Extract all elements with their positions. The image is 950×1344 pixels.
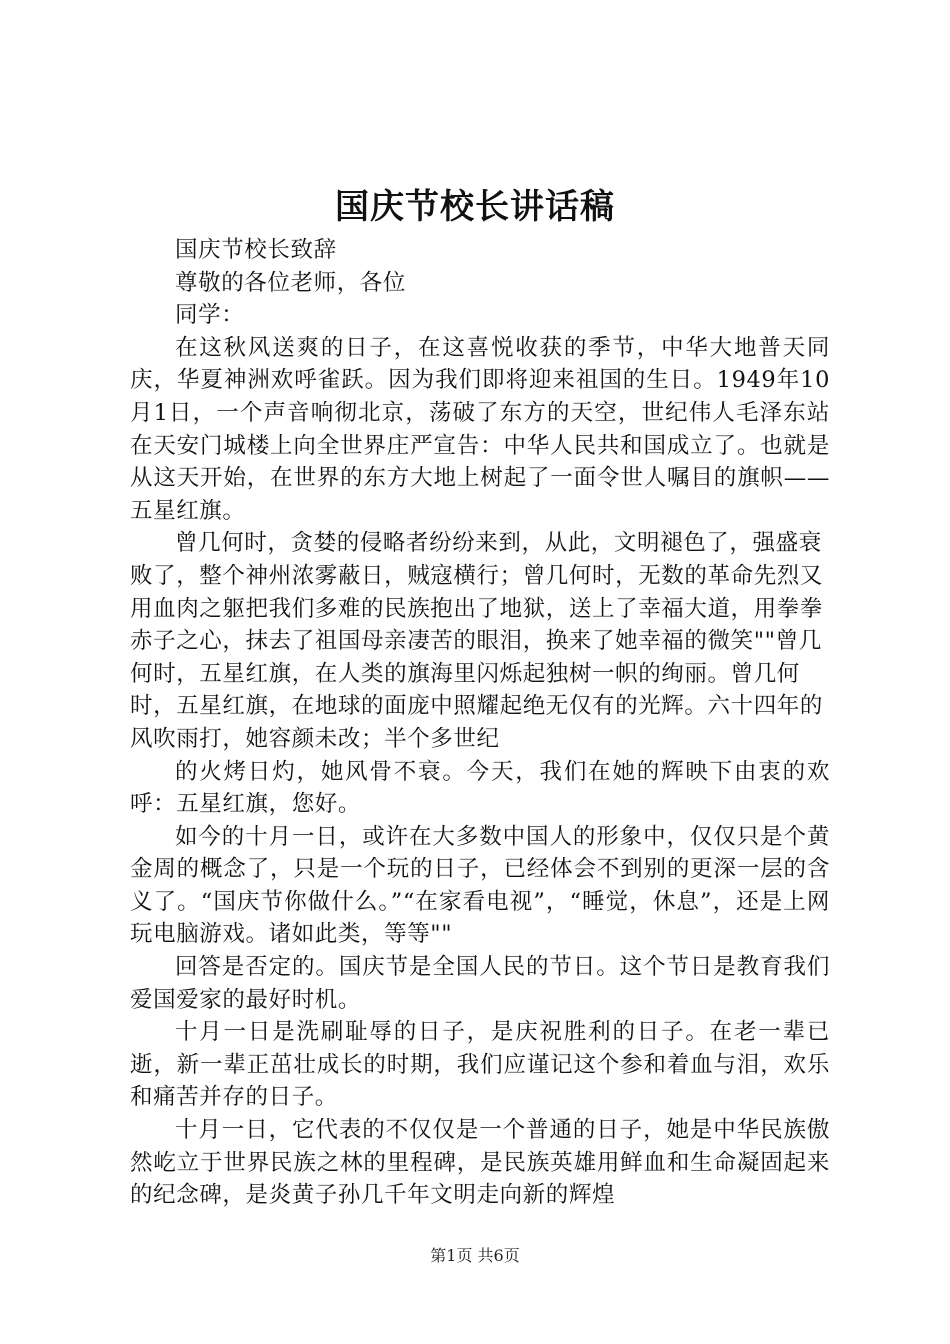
paragraph: 如今的十月一日，或许在大多数中国人的形象中，仅仅只是个黄金周的概念了，只是一个玩的日子，已经体会不到别的更深一层的含义了。“国庆节你做什么。”“在家看电视”，“睡觉，休息”，还是上网玩电脑游戏。诸如此类，等等""	[130, 823, 830, 948]
paragraph-greeting: 尊敬的各位老师，各位	[175, 269, 407, 296]
paragraph: 在这秋风送爽的日子，在这喜悦收获的季节，中华大地普天同庆，华夏神洲欢呼雀跃。因为我们即将迎来祖国的生日。1949年10月1日，一个声音响彻北京，荡破了东方的天空，世纪伟人毛泽东站在天安门城楼上向全世界庄严宣告：中华人民共和国成立了。也就是从这天开始，在世界的东方大地上树起了一面令世人嘱目的旗帜——五星红旗。	[130, 334, 830, 524]
paragraph: 十月一日是洗刷耻辱的日子，是庆祝胜利的日子。在老一辈已逝，新一辈正茁壮成长的时期，我们应谨记这个参和着血与泪，欢乐和痛苦并存的日子。	[130, 1019, 830, 1111]
document-body	[130, 234, 830, 1212]
page-footer: 第1页 共6页	[430, 1246, 520, 1265]
paragraph: 曾几何时，贪婪的侵略者纷纷来到，从此，文明褪色了，强盛衰败了，整个神州浓雾蔽日，贼寇横行；曾几何时，无数的革命先烈又用血肉之躯把我们多难的民族抱出了地狱，送上了幸福大道，用拳拳赤子之心，抹去了祖国母亲凄苦的眼泪，换来了她幸福的微笑""曾几何时，五星红旗，在人类的旗海里闪烁起独树一帜的绚丽。曾几何时，五星红旗，在地球的面庞中照耀起绝无仅有的光辉。六十四年的风吹雨打，她容颜未改；半个多世纪	[130, 530, 824, 752]
paragraph: 回答是否定的。国庆节是全国人民的节日。这个节日是教育我们爱国爱家的最好时机。	[130, 954, 830, 1013]
paragraph: 的火烤日灼，她风骨不衰。今天，我们在她的辉映下由衷的欢呼：五星红旗，您好。	[130, 758, 830, 818]
paragraph-greeting-end: 同学：	[175, 302, 245, 329]
paragraph: 十月一日，它代表的不仅仅是一个普通的日子，她是中华民族傲然屹立于世界民族之林的里程碑，是民族英雄用鲜血和生命凝固起来的纪念碑，是炎黄子孙几千年文明走向新的辉煌	[130, 1117, 830, 1209]
document-title: 国庆节校长讲话稿	[335, 187, 615, 227]
paragraph-salutation-heading: 国庆节校长致辞	[175, 237, 337, 263]
